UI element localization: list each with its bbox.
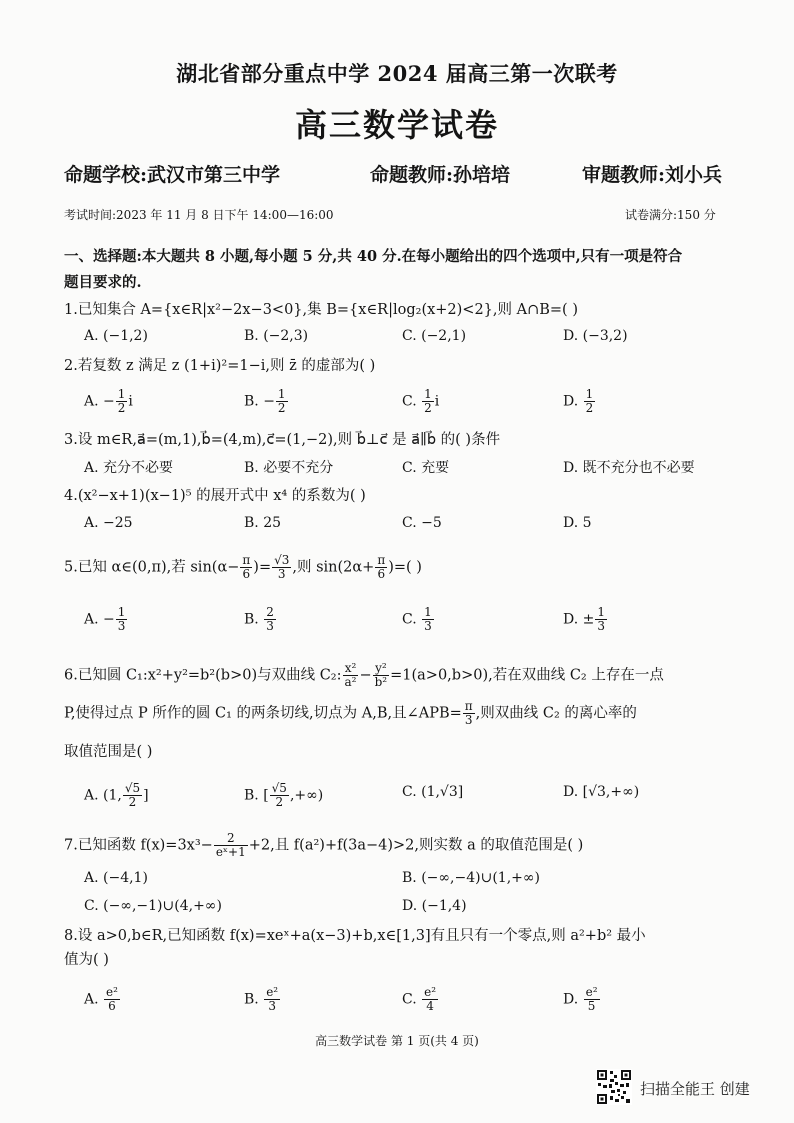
q7-option-b: B. (−∞,−4)∪(1,+∞) [402,870,540,886]
q6-option-b [244,782,323,809]
q5-b-den: 3 [266,619,274,633]
q5-option-a [84,606,128,633]
q5-c-label: C. [402,611,422,628]
q8-a-label: A. [84,991,104,1008]
scanner-watermark: 扫描全能王 创建 [640,1080,750,1098]
section-heading-line1: 一、选择题:本大题共 8 小题,每小题 5 分,共 40 分.在每小题给出的四个选项中,只有一项是符合 [64,248,683,265]
q5-stem-mid: )= [253,559,272,576]
question-5-stem [64,554,754,581]
q5-pi-den: 6 [242,567,251,581]
qr-code-graphic [596,1069,632,1105]
q8-c-fraction [422,986,438,1013]
q6-a-den: 2 [128,795,137,809]
q3-option-a: A. 充分不必要 [84,460,174,476]
q7-option-d: D. (−1,4) [402,898,467,914]
exam-time: 考试时间:2023 年 11 月 8 日下午 14:00—16:00 [64,208,334,222]
q3-option-d: D. 既不充分也不必要 [563,460,695,476]
q5-b-num: 2 [266,605,274,619]
q7-den: eˣ+1 [215,845,246,859]
q7-option-c: C. (−∞,−1)∪(4,+∞) [84,898,222,914]
exam-title: 湖北省部分重点中学 2024 届高三第一次联考 [176,61,618,86]
q2-d-fraction [584,388,596,415]
q2-b-fraction [276,388,288,415]
q5-b-label: B. [244,611,264,628]
q5-pi-frac [240,554,252,581]
q6-a-fraction [123,782,142,809]
full-score: 试卷满分:150 分 [625,208,716,222]
q5-d-num: 1 [597,605,605,619]
q6-option-d: D. [√3,+∞) [563,784,640,800]
q5-b-fraction [264,606,276,633]
question-6-line3: 取值范围是( ) [64,744,153,760]
q2-c-suffix: i [434,393,440,410]
paper-subtitle: 高三数学试卷 [294,106,499,144]
question-7-stem [64,832,754,859]
question-4-stem: 4.(x²−x+1)(x−1)⁵ 的展开式中 x⁴ 的系数为( ) [64,488,366,504]
q6-y2: y² [373,662,390,676]
q6-a-num: √5 [124,781,141,795]
q2-option-d [563,388,596,415]
q2-d-label: D. [563,393,583,410]
q8-d-fraction [584,986,600,1013]
q5-a-fraction [116,606,128,633]
q2-a-label: A. − [84,393,115,410]
q6-angle-num: π [464,699,473,713]
q7-fraction [214,832,248,859]
q3-option-c: C. 充要 [402,460,450,476]
q5-option-b [244,606,277,633]
question-3-stem: 3.设 m∈R,a⃗=(m,1),b⃗=(4,m),c⃗=(1,−2),则 b⃗⊥c⃗ 是 a⃗∥b⃗ 的( )条件 [64,432,501,448]
q2-c-fraction [422,388,434,415]
q2-c-num: 1 [424,387,432,401]
question-6-line2 [64,700,754,727]
q6-b-den: 2 [275,795,284,809]
q5-c-num: 1 [424,605,432,619]
q3-option-b: B. 必要不充分 [244,460,334,476]
q7-num: 2 [214,832,248,846]
q8-b-num: e² [266,985,279,999]
q4-option-a: A. −25 [84,515,133,531]
q6-minus: − [359,667,372,684]
q6-option-c: C. (1,√3] [402,784,464,800]
q5-option-d [563,606,608,633]
q8-b-label: B. [244,991,264,1008]
q6-b2: b² [374,675,388,689]
q8-d-num: e² [585,985,598,999]
q5-pi-num-2: π [377,553,386,567]
question-8-line2: 值为( ) [64,952,109,968]
q8-c-den: 4 [426,999,434,1013]
q6-x2-a2 [343,662,359,689]
q8-option-a [84,986,121,1013]
q8-a-num: e² [106,985,118,999]
q6-a2: a² [344,675,357,689]
q5-a-label: A. − [84,611,115,628]
q6-angle-frac [463,700,475,727]
q2-c-den: 2 [424,401,432,415]
question-1-stem: 1.已知集合 A={x∈R|x²−2x−3<0},集 B={x∈R|log₂(x+2)<2},则 A∩B=( ) [64,302,578,318]
q1-option-a: A. (−1,2) [84,328,148,344]
q7-stem-post: +2,且 f(a²)+f(3a−4)>2,则实数 a 的取值范围是( ) [248,837,584,854]
q2-c-label: C. [402,393,422,410]
q5-stem-post: )=( ) [388,559,422,576]
q5-pi-num: π [242,553,251,567]
q4-option-c: C. −5 [402,515,442,531]
q5-a-den: 3 [117,619,126,633]
q5-pi-frac-2 [375,554,387,581]
q7-option-a: A. (−4,1) [84,870,148,886]
q8-b-fraction [264,986,280,1013]
q5-option-c [402,606,435,633]
q6-line1-post: =1(a>0,b>0),若在双曲线 C₂ 上存在一点 [390,667,664,684]
q5-pi-den-2: 6 [377,567,386,581]
q8-a-den: 6 [108,999,116,1013]
q2-option-a [84,388,133,415]
q2-b-den: 2 [277,401,286,415]
q5-d-den: 3 [597,619,605,633]
q8-a-fraction [104,986,120,1013]
q2-a-num: 1 [117,387,126,401]
q2-a-suffix: i [128,393,133,410]
q6-a-pre: A. (1, [84,787,122,804]
q6-line2-pre: P,使得过点 P 所作的圆 C₁ 的两条切线,切点为 A,B,且∠APB= [64,705,462,722]
q5-d-fraction [595,606,607,633]
q2-a-fraction [116,388,128,415]
q2-option-c [402,388,439,415]
q6-line1-pre: 6.已知圆 C₁:x²+y²=b²(b>0)与双曲线 C₂: [64,667,342,684]
q6-a-post: ] [143,787,149,804]
question-2-stem: 2.若复数 z 满足 z (1+i)²=1−i,则 z̄ 的虚部为( ) [64,358,376,374]
question-6-line1 [64,662,754,689]
q1-option-d: D. (−3,2) [563,328,628,344]
q1-option-c: C. (−2,1) [402,328,467,344]
q5-root3-num: √3 [274,553,290,567]
q6-x2: x² [343,662,359,676]
q6-b-num: √5 [271,781,287,795]
q2-b-label: B. − [244,393,275,410]
q5-c-fraction [422,606,434,633]
question-8-line1: 8.设 a>0,b∈R,已知函数 f(x)=xeˣ+a(x−3)+b,x∈[1,3]有且只有一个零点,则 a²+b² 最小 [64,928,646,944]
q1-option-b: B. (−2,3) [244,328,309,344]
q7-stem-pre: 7.已知函数 f(x)=3x³− [64,837,213,854]
q8-d-den: 5 [587,999,596,1013]
q8-option-d [563,986,601,1013]
school-credit: 命题学校:武汉市第三中学 [64,164,281,186]
q6-b-pre: B. [ [244,787,269,804]
q4-option-d: D. 5 [563,515,592,531]
teacher-credit: 命题教师:孙培培 [370,164,511,186]
q2-a-den: 2 [117,401,126,415]
q5-root3-frac [272,554,291,581]
q2-d-den: 2 [585,401,594,415]
q5-c-den: 3 [424,619,432,633]
q5-stem-pre: 5.已知 α∈(0,π),若 sin(α− [64,559,240,576]
q5-d-label: D. ± [563,611,595,628]
q5-root3-den: 3 [277,567,286,581]
q8-c-num: e² [424,985,437,999]
q2-b-num: 1 [277,387,286,401]
q8-d-label: D. [563,991,583,1008]
page-footer: 高三数学试卷 第 1 页(共 4 页) [315,1034,479,1048]
q2-option-b [244,388,289,415]
q8-option-c [402,986,439,1013]
q4-option-b: B. 25 [244,515,282,531]
q2-d-num: 1 [585,387,594,401]
q6-b-post: ,+∞) [289,787,324,804]
q6-b-fraction [270,782,289,809]
section-heading-line2: 题目要求的. [64,274,142,291]
q6-angle-den: 3 [464,713,473,727]
q6-option-a [84,782,149,809]
reviewer-credit: 审题教师:刘小兵 [582,164,723,186]
q5-a-num: 1 [117,605,126,619]
qr-code-icon [596,1069,632,1105]
q8-b-den: 3 [268,999,276,1013]
q8-c-label: C. [402,991,422,1008]
q6-y2-b2 [373,662,390,689]
q8-option-b [244,986,281,1013]
section-heading [64,244,744,296]
q5-stem-mid2: ,则 sin(2α+ [292,559,375,576]
q6-line2-post: ,则双曲线 C₂ 的离心率的 [475,705,637,722]
